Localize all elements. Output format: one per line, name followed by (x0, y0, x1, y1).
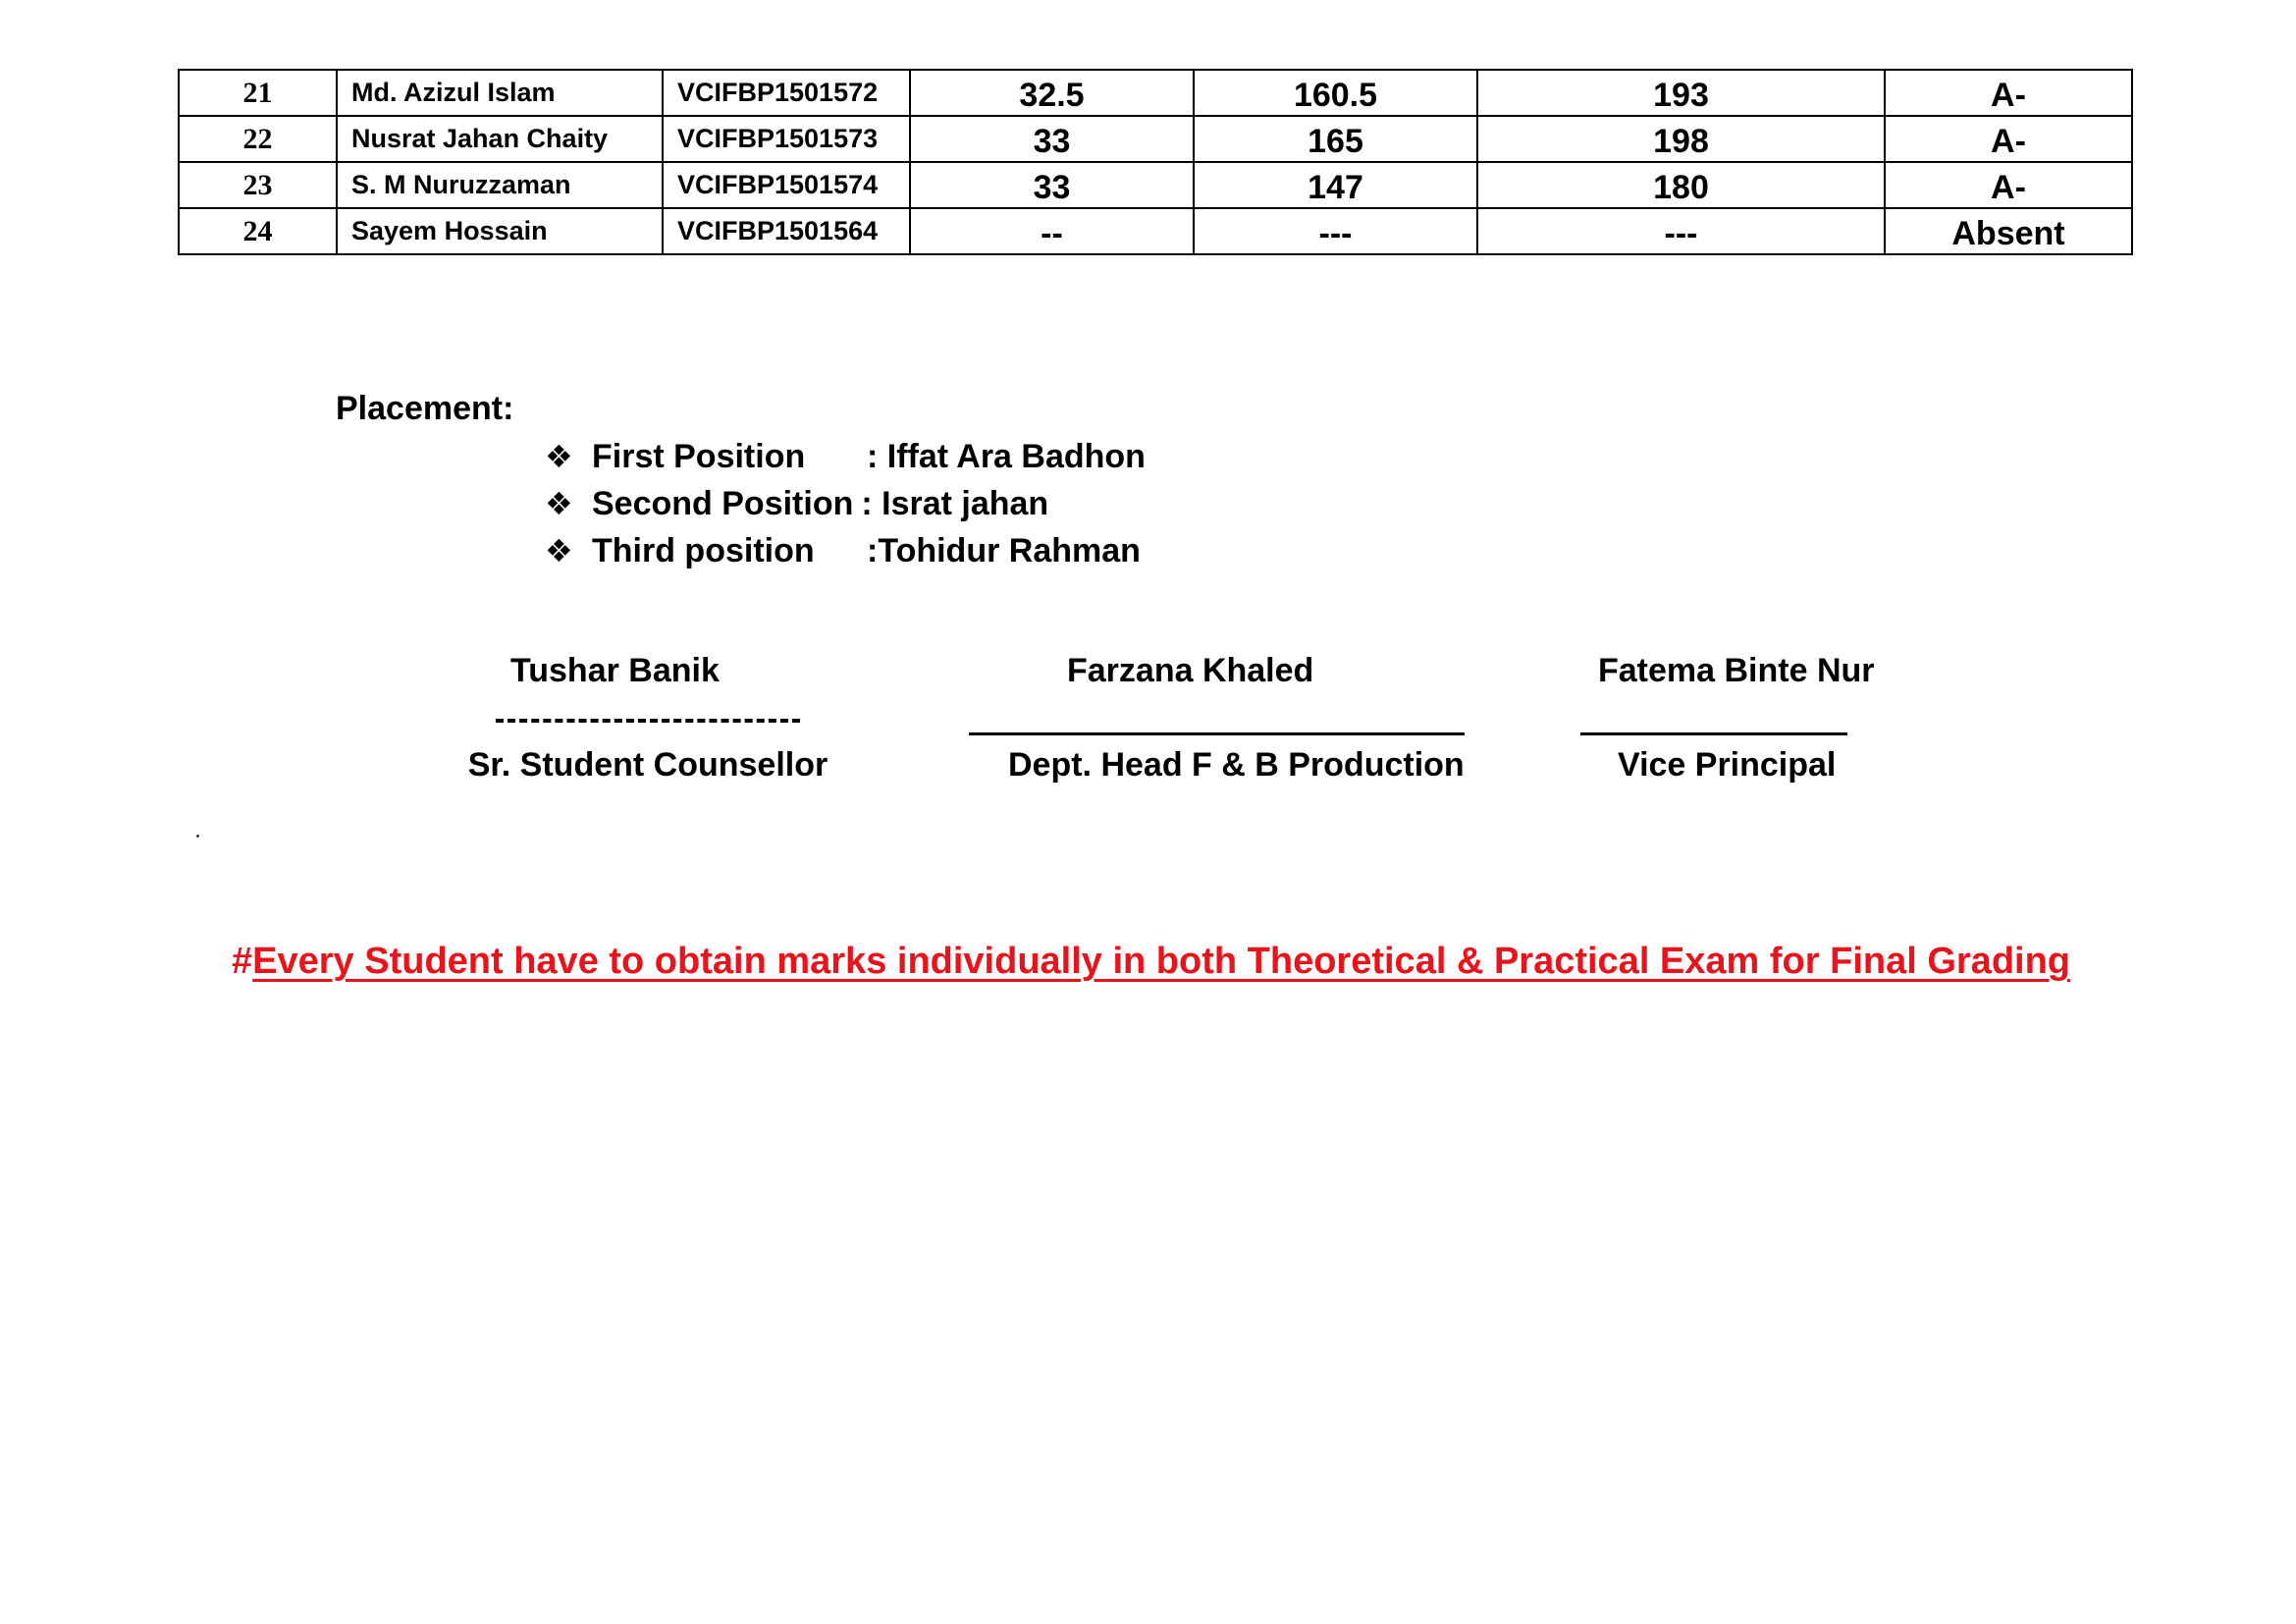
signature-line (1561, 695, 1885, 740)
total-marks-cell: 180 (1477, 162, 1885, 208)
signatory-title: Dept. Head F & B Production (1008, 746, 1465, 784)
signatory-name: Farzana Khaled (1067, 652, 1314, 689)
position-label: Third position (592, 532, 815, 569)
diamond-bullet-icon: ❖ (545, 532, 573, 569)
placement-item-second (545, 480, 1146, 527)
signature-block-counsellor (461, 646, 834, 789)
total-marks-cell: 193 (1477, 70, 1885, 116)
signature-block-dept-head (957, 646, 1487, 789)
grading-note-hash: # (232, 941, 253, 982)
student-name-cell: Nusrat Jahan Chaity (337, 116, 663, 162)
results-table (178, 69, 2133, 255)
position-label: Second Position (592, 485, 854, 522)
student-id-cell: VCIFBP1501574 (663, 162, 910, 208)
signature-line (957, 695, 1487, 740)
serial-cell: 21 (179, 70, 337, 116)
grading-note-text: Every Student have to obtain marks individually in both Theoretical & Practical Exam for Final Grading (252, 941, 2071, 982)
position-winner: : Israt jahan (861, 485, 1049, 522)
student-id-cell: VCIFBP1501564 (663, 208, 910, 254)
signatory-title: Sr. Student Counsellor (467, 746, 828, 784)
signature-line (461, 695, 834, 740)
practical-marks-cell: --- (1194, 208, 1477, 254)
student-id-cell: VCIFBP1501572 (663, 70, 910, 116)
signatory-name: Fatema Binte Nur (1598, 652, 1875, 689)
signature-block-vice-principal (1561, 646, 1885, 789)
grade-cell: Absent (1885, 208, 2132, 254)
serial-cell: 22 (179, 116, 337, 162)
signatory-title: Vice Principal (1618, 746, 1837, 784)
theory-marks-cell: -- (910, 208, 1194, 254)
diamond-bullet-icon: ❖ (545, 485, 573, 522)
placement-list (545, 433, 1146, 574)
placement-heading: Placement: (336, 390, 514, 427)
grade-cell: A- (1885, 70, 2132, 116)
signatory-name: Tushar Banik (510, 652, 720, 689)
student-name-cell: Sayem Hossain (337, 208, 663, 254)
serial-cell: 24 (179, 208, 337, 254)
table-row (179, 208, 2132, 254)
serial-cell: 23 (179, 162, 337, 208)
position-label: First Position (592, 438, 806, 475)
table-row (179, 116, 2132, 162)
diamond-bullet-icon: ❖ (545, 438, 573, 475)
stray-mark (196, 835, 199, 838)
placement-item-third (545, 527, 1146, 574)
grade-cell: A- (1885, 116, 2132, 162)
table-row (179, 162, 2132, 208)
grading-note (232, 941, 2070, 983)
table-row (179, 70, 2132, 116)
student-name-cell: Md. Azizul Islam (337, 70, 663, 116)
total-marks-cell: 198 (1477, 116, 1885, 162)
practical-marks-cell: 165 (1194, 116, 1477, 162)
practical-marks-cell: 160.5 (1194, 70, 1477, 116)
student-name-cell: S. M Nuruzzaman (337, 162, 663, 208)
practical-marks-cell: 147 (1194, 162, 1477, 208)
position-winner: : Iffat Ara Badhon (867, 438, 1146, 475)
theory-marks-cell: 32.5 (910, 70, 1194, 116)
total-marks-cell: --- (1477, 208, 1885, 254)
student-id-cell: VCIFBP1501573 (663, 116, 910, 162)
grade-cell: A- (1885, 162, 2132, 208)
placement-item-first (545, 433, 1146, 480)
position-winner: :Tohidur Rahman (867, 532, 1141, 569)
theory-marks-cell: 33 (910, 162, 1194, 208)
theory-marks-cell: 33 (910, 116, 1194, 162)
